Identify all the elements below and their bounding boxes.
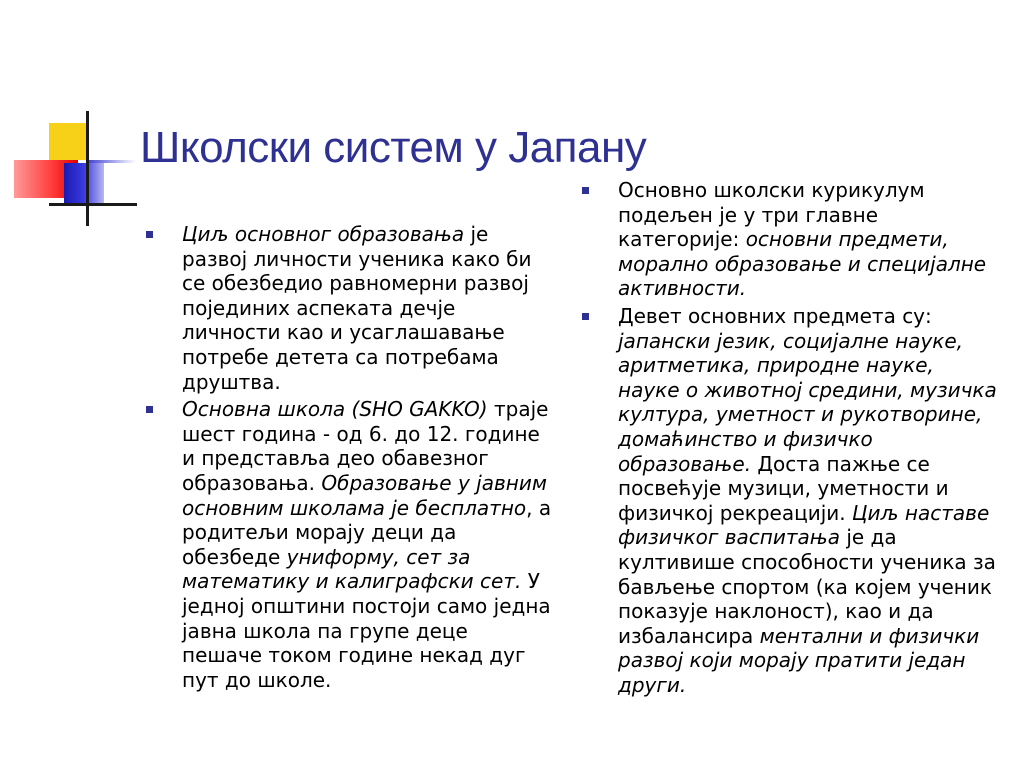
left-column (182, 222, 552, 695)
logo-blue-square (64, 163, 104, 205)
text-segment: Основно школски курикулум подељен је у три главне категорије: (618, 178, 925, 252)
text-segment: основни предмети, морално образовање и специјалне активности. (618, 227, 987, 301)
slide-title: Школски систем у Јапану (140, 123, 647, 172)
text-segment: Циљ наставе физичког васпитања (618, 500, 990, 550)
logo-vertical-line (86, 111, 89, 226)
text-segment: униформу, сет за математику и калиграфски сет. (182, 544, 522, 594)
text-segment: Образовање у јавним основним школама је бесплатно (182, 470, 547, 520)
text-segment: У једној општини постоји само једна јавна школа па групе деце пешаче током године некад дуг пут до школе. (182, 569, 551, 692)
text-segment: јапански језик, социјалне науке, аритметика, природне науке, науке о животној средини, музичка култура, уметност и рукотворине, домаћинство и физичко образовање. (618, 328, 997, 476)
logo-blue-line (86, 160, 136, 163)
bullet-icon (146, 406, 153, 413)
text-segment: ментални и физички развој који морају пратити један други. (618, 623, 980, 697)
text-segment: је развој личности ученика како би се обезбедио равномерни развој појединих аспеката дечје личности као и усаглашавање потребе детета са потребама друштва. (182, 222, 532, 394)
bullet-icon (582, 313, 589, 320)
logo-horizontal-line (49, 203, 137, 206)
logo-yellow-square (49, 123, 86, 160)
bullet-icon (582, 187, 589, 194)
bullet-item (182, 222, 552, 394)
bullet-item (618, 178, 998, 301)
text-segment: Основна школа (SHO GAKKO) (182, 397, 488, 422)
text-segment: Циљ основног образовања (182, 222, 465, 246)
text-segment: Девет основних предмета су: (618, 303, 932, 328)
text-segment: траје шест година - од 6. до 12. године и представља део обавезног образовања. (182, 397, 549, 495)
bullet-item (182, 397, 552, 692)
bullet-icon (146, 231, 153, 238)
right-column (618, 178, 998, 700)
text-segment: Доста пажње се посвећује музици, уметности и физичкој рекреацији. (618, 451, 949, 525)
bullet-item (618, 304, 998, 698)
text-segment: , а родитељи морају деци да обезбеде (182, 495, 552, 569)
text-segment: је да култивише способности ученика за бављење спортом (ка којем ученик показује наклоност), као и да избалансира (618, 525, 996, 648)
